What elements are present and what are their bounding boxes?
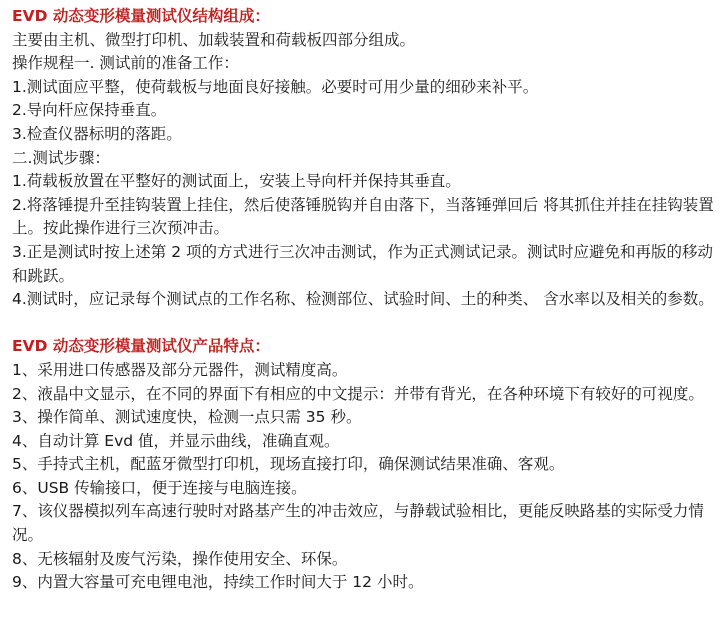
feature-7: 7、该仪器模拟列车高速行驶时对路基产生的冲击效应，与静载试验相比，更能反映路基的实际受力情况。 (12, 502, 704, 545)
section-title-structure: EVD 动态变形模量测试仪结构组成： (12, 7, 270, 25)
section-title-features: EVD 动态变形模量测试仪产品特点： (12, 337, 270, 356)
feature-6: 6、USB 传输接口，便于连接与电脑连接。 (12, 478, 307, 497)
test-step-3: 3.正是测试时按上述第 2 项的方式进行三次冲击测试，作为正式测试记录。测试时应避免和再版的移动和跳跃。 (12, 242, 714, 285)
feature-9: 9、内置大容量可充电锂电池，持续工作时间大于 12 小时。 (12, 573, 424, 592)
test-heading: 二.测试步骤： (12, 148, 110, 167)
feature-1: 1、采用进口传感器及部分元器件，测试精度高。 (12, 360, 348, 379)
prep-heading: 操作规程一. 测试前的准备工作： (12, 54, 239, 73)
test-step-2: 2.将落锤提升至挂钩装置上挂住，然后使落锤脱钩并自由落下，当落锤弹回后 将其抓住并挂在挂钩装置上。按此操作进行三次预冲击。 (12, 195, 714, 238)
feature-5: 5、手持式主机，配蓝牙微型打印机，现场直接打印，确保测试结果准确、客观。 (12, 455, 565, 474)
prep-step-2: 2.导向杆应保持垂直。 (12, 101, 167, 120)
feature-2: 2、液晶中文显示，在不同的界面下有相应的中文提示：并带有背光，在各种环境下有较好的可视度。 (12, 384, 704, 403)
structure-intro: 主要由主机、微型打印机、加载装置和荷载板四部分组成。 (12, 30, 416, 49)
prep-step-1: 1.测试面应平整，使荷载板与地面良好接触。必要时可用少量的细砂来补平。 (12, 77, 539, 96)
feature-8: 8、无核辐射及废气污染，操作使用安全、环保。 (12, 549, 348, 568)
feature-4: 4、自动计算 Evd 值，并显示曲线，准确直观。 (12, 431, 340, 450)
document-body (12, 5, 716, 595)
feature-3: 3、操作简单、测试速度快，检测一点只需 35 秒。 (12, 408, 362, 427)
prep-step-3: 3.检查仪器标明的落距。 (12, 124, 182, 143)
section-spacer (12, 312, 716, 336)
test-step-1: 1.荷载板放置在平整好的测试面上，安装上导向杆并保持其垂直。 (12, 172, 461, 191)
test-step-4: 4.测试时，应记录每个测试点的工作名称、检测部位、试验时间、土的种类、 含水率以及相关的参数。 (12, 290, 714, 309)
